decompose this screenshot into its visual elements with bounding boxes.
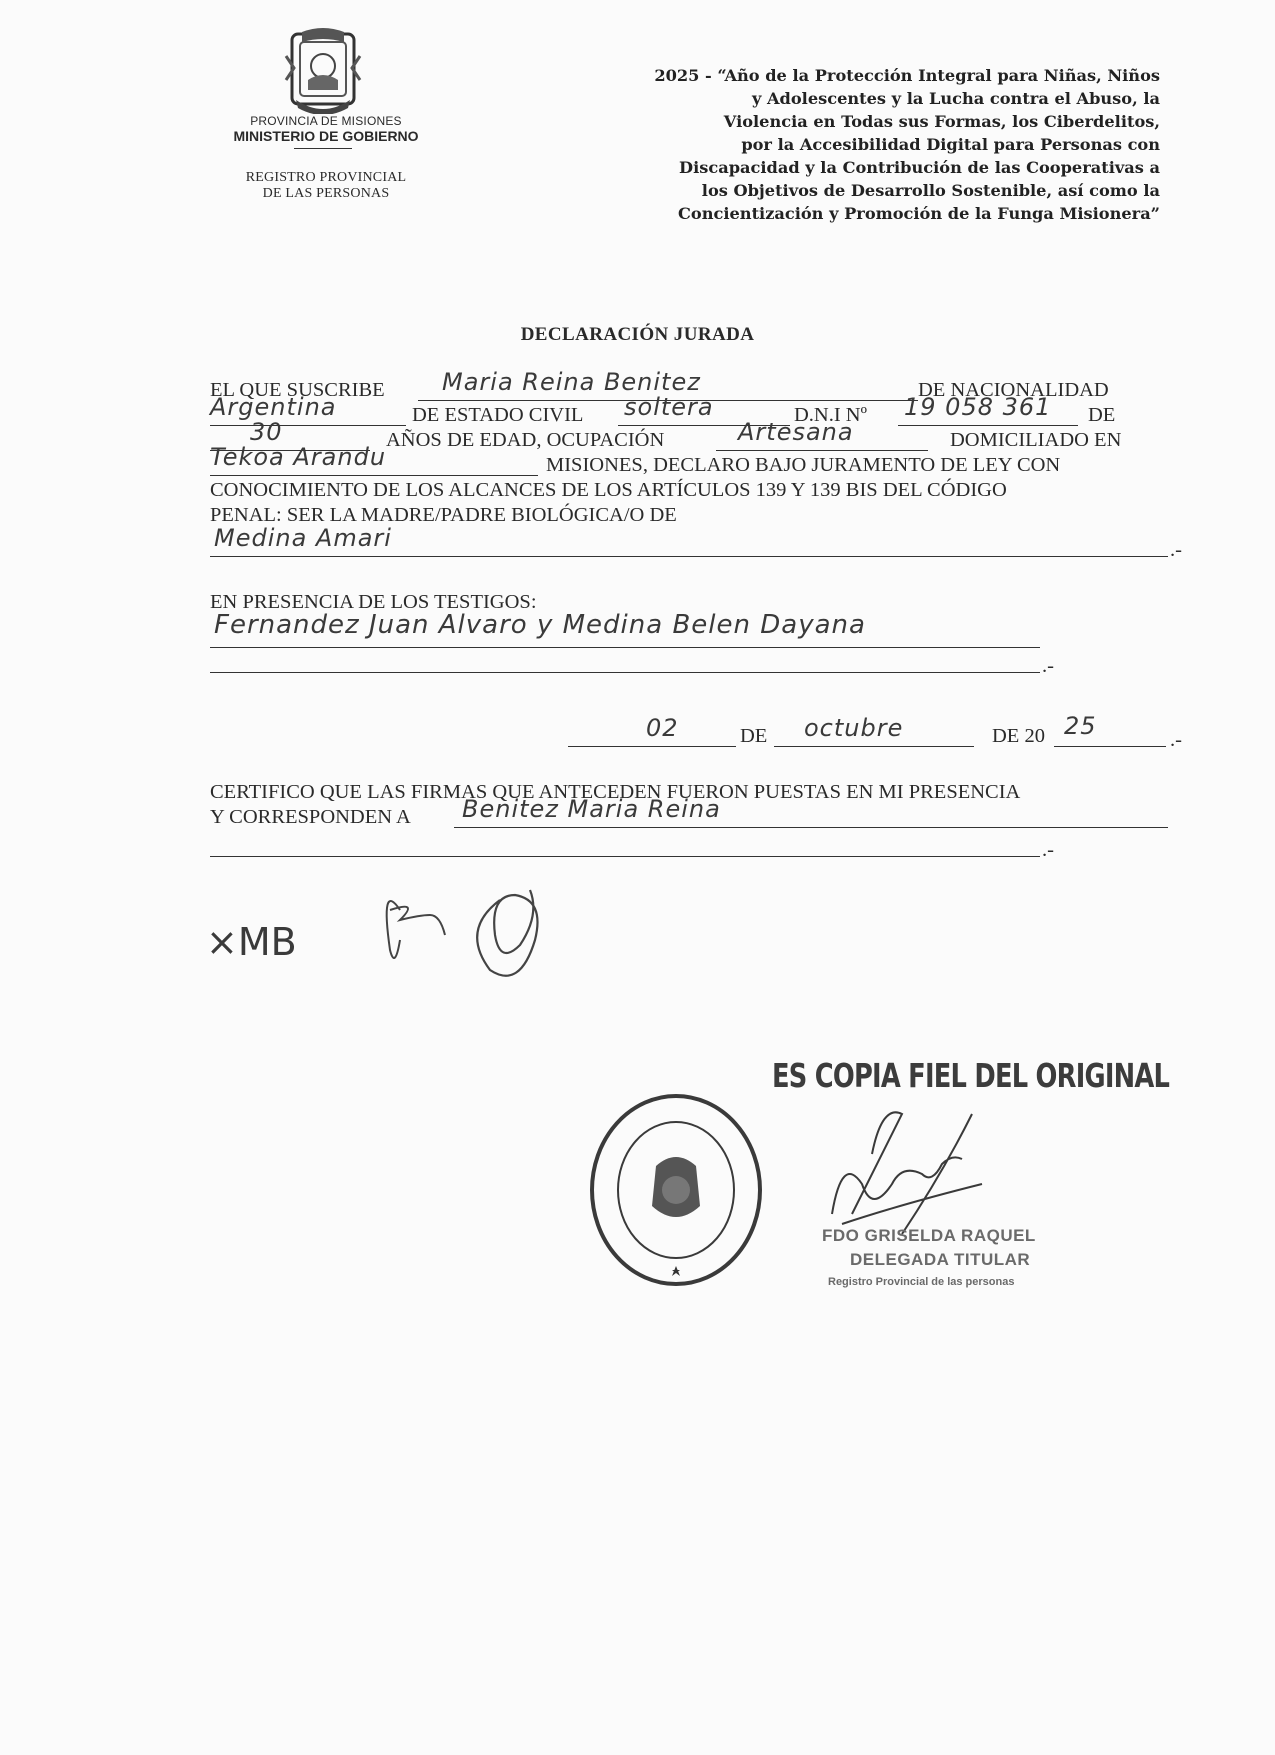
year-motto: [560, 64, 1160, 225]
registry-line2: DE LAS PERSONAS: [262, 186, 390, 201]
label-date-de20: DE 20: [992, 725, 1045, 747]
initials-mark: ×MB: [206, 920, 297, 964]
label-dni: D.N.I Nº: [794, 404, 867, 426]
label-testigos: EN PRESENCIA DE LOS TESTIGOS:: [210, 591, 537, 613]
signature-scribble: [387, 901, 445, 958]
motto-line: Concientización y Promoción de la Funga Misionera”: [678, 204, 1160, 223]
motto-line: 2025 - “Año de la Protección Integral para Niñas, Niños: [654, 66, 1160, 85]
filled-edad: 30: [250, 418, 283, 446]
label-de: DE: [1088, 404, 1116, 426]
ministry-name: MINISTERIO DE GOBIERNO: [233, 128, 419, 144]
form-line-testigos: [210, 610, 1170, 641]
label-misiones: MISIONES, DECLARO BAJO JURAMENTO DE LEY CON: [546, 454, 1061, 476]
field-testigos-2[interactable]: [210, 650, 1040, 673]
label-penal: PENAL: SER LA MADRE/PADRE BIOLÓGICA/O DE: [210, 504, 677, 526]
signature-loop: [477, 890, 537, 976]
filled-anio: 25: [1064, 712, 1097, 740]
label-domiciliado: DOMICILIADO EN: [950, 429, 1122, 451]
filled-estado-civil: soltera: [624, 393, 714, 421]
form-line-corresponden-2: [210, 834, 1170, 861]
motto-line: por la Accesibilidad Digital para Personas con: [741, 135, 1160, 154]
label-certifico: CERTIFICO QUE LAS FIRMAS QUE ANTECEDEN FUERON PUESTAS EN MI PRESENCIA: [210, 781, 1021, 803]
filled-dia: 02: [646, 714, 679, 742]
form-line-domicilio: [210, 443, 1170, 477]
signer-name: FDO GRISELDA RAQUEL: [822, 1226, 1036, 1245]
motto-line: Violencia en Todas sus Formas, los Ciberdelitos,: [723, 112, 1160, 131]
form-line-conocimiento: [210, 478, 1170, 502]
province-name: PROVINCIA DE MISIONES: [250, 114, 402, 128]
label-anos: AÑOS DE EDAD, OCUPACIÓN: [386, 429, 665, 451]
registry-line1: REGISTRO PROVINCIAL: [245, 170, 407, 185]
filled-dni: 19 058 361: [904, 393, 1052, 421]
signatures: [200, 870, 620, 990]
motto-line: Discapacidad y la Contribución de las Cooperativas a: [679, 158, 1160, 177]
filled-nacionalidad: Argentina: [210, 393, 337, 421]
label-estado-civil: DE ESTADO CIVIL: [412, 404, 584, 426]
label-corresponden: Y CORRESPONDEN A: [210, 806, 411, 828]
label-date-de: DE: [740, 725, 768, 747]
signer-role: DELEGADA TITULAR: [850, 1250, 1031, 1269]
end-mark: .-: [1042, 839, 1054, 861]
form-line-corresponden: [210, 795, 1170, 829]
end-mark: .-: [1170, 729, 1182, 751]
field-corresponden-2[interactable]: [210, 834, 1040, 857]
signer-institution: Registro Provincial de las personas: [828, 1276, 1015, 1288]
document-title: DECLARACIÓN JURADA: [520, 324, 755, 345]
registry-seal: [586, 1090, 766, 1290]
motto-line: y Adolescentes y la Lucha contra el Abuso, la: [751, 89, 1160, 108]
form-line-hijo: [210, 524, 1182, 561]
form-line-estado: [210, 393, 1170, 427]
copy-certification: ES COPIA FIEL DEL ORIGINAL: [772, 1056, 1170, 1095]
form-line-date: [210, 712, 1182, 751]
label-conocimiento: CONOCIMIENTO DE LOS ALCANCES DE LOS ARTÍCULOS 139 Y 139 BIS DEL CÓDIGO: [210, 479, 1007, 501]
filled-corresponden: Benitez Maria Reina: [462, 795, 721, 823]
province-crest-logo: [282, 28, 364, 114]
filled-domicilio: Tekoa Arandu: [210, 443, 387, 471]
label-suscribe: EL QUE SUSCRIBE: [210, 379, 385, 401]
filled-testigos: Fernandez Juan Alvaro y Medina Belen Dayana: [214, 610, 866, 640]
seal-star: [672, 1266, 680, 1276]
filled-mes: octubre: [804, 714, 904, 742]
delegate-signature: [812, 1094, 1008, 1246]
motto-line: los Objetivos de Desarrollo Sostenible, así como la: [701, 181, 1160, 200]
filled-ocupacion: Artesana: [738, 418, 854, 446]
end-mark: .-: [1170, 539, 1182, 561]
header-divider: [294, 148, 352, 149]
label-nacionalidad: DE NACIONALIDAD: [918, 379, 1109, 401]
filled-hijo: Medina Amari: [214, 524, 392, 552]
filled-suscribe: Maria Reina Benitez: [442, 368, 701, 396]
end-mark: .-: [1042, 655, 1054, 677]
form-line-testigos-2: [210, 650, 1170, 677]
